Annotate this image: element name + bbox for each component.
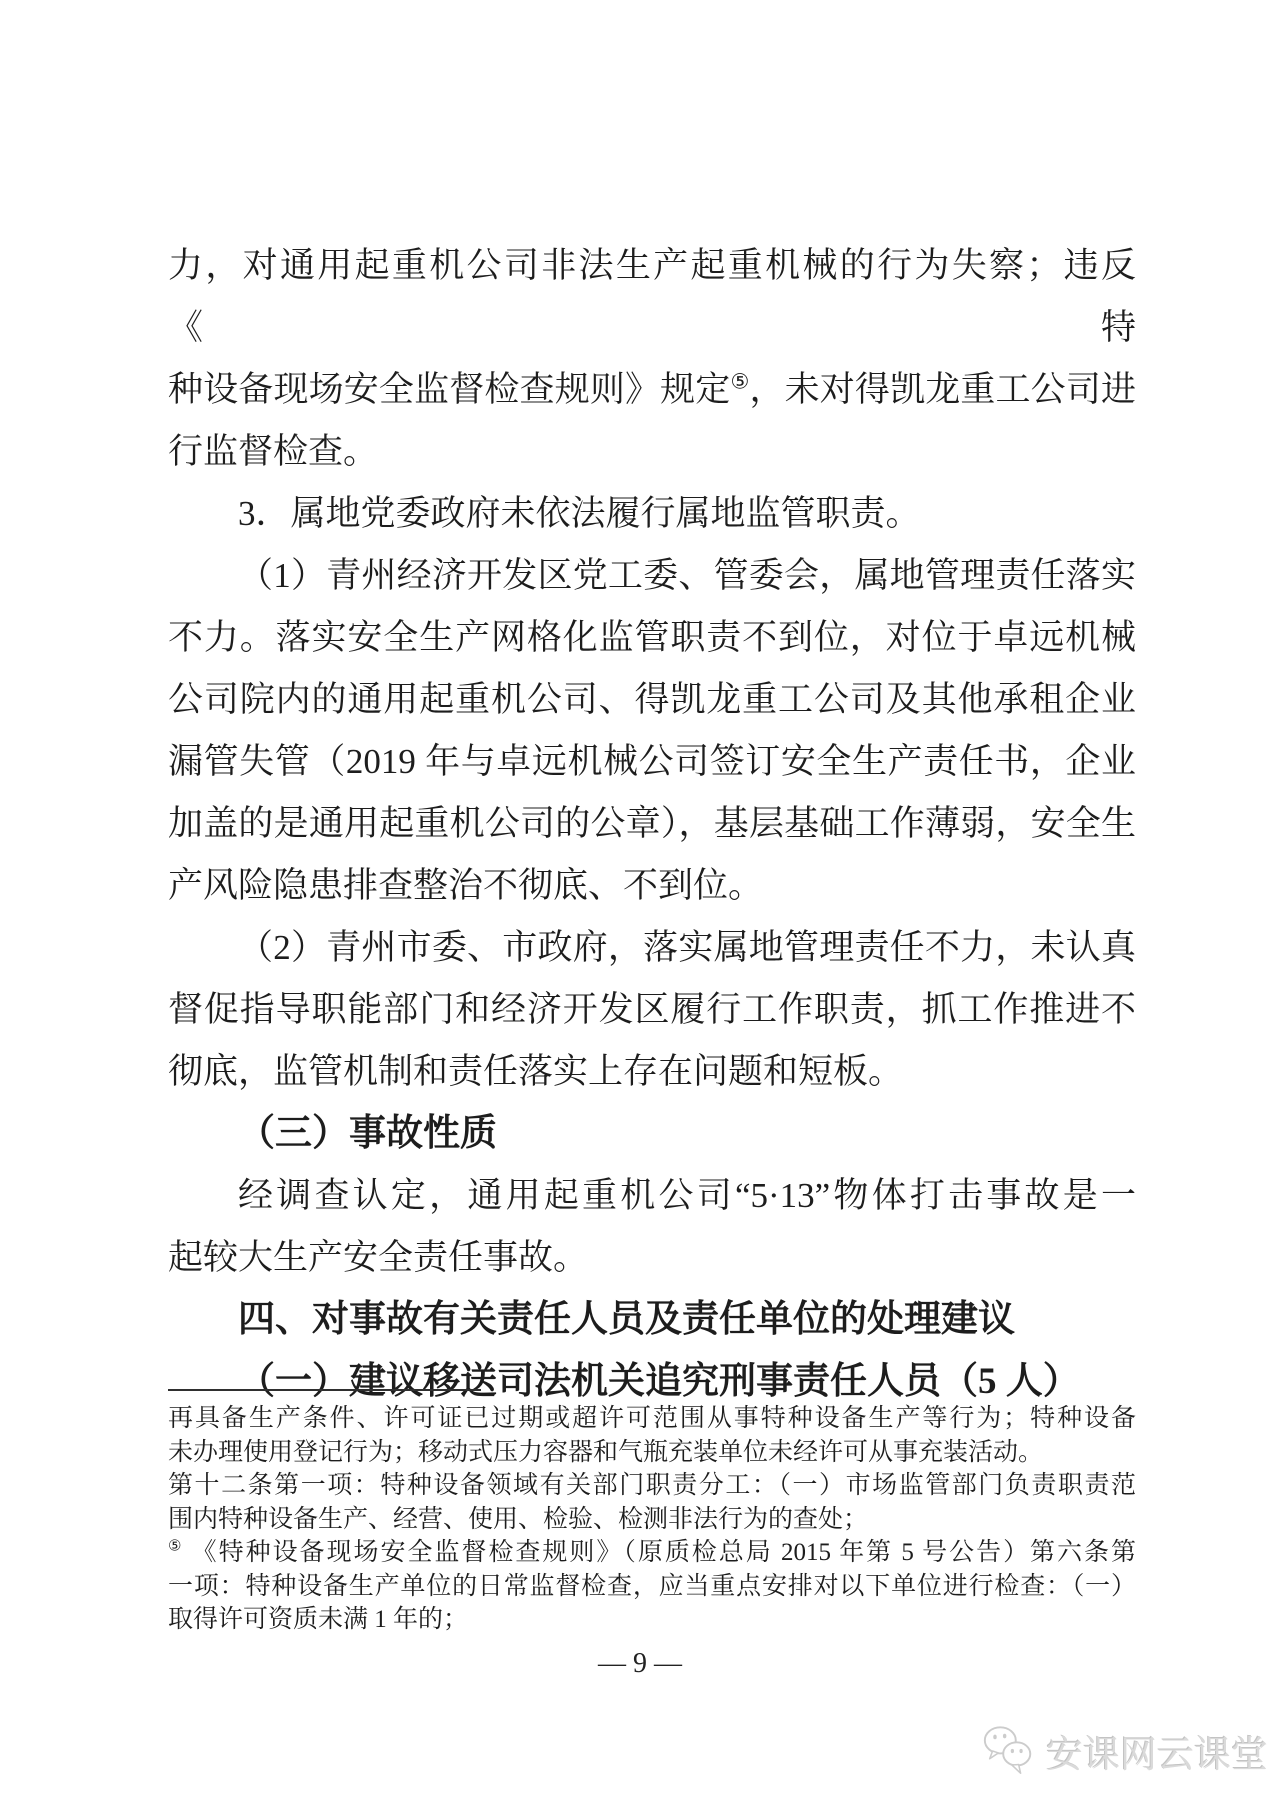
body-line: 力，对通用起重机公司非法生产起重机械的行为失察；违反《特: [168, 246, 1136, 347]
footnote-separator: [168, 1389, 481, 1391]
body-line: 公司院内的通用起重机公司、得凯龙重工公司及其他承租企业: [168, 680, 1136, 719]
footnote-line: ⑤ 《特种设备现场安全监督检查规则》（原质检总局 2015 年第 5 号公告）第六条第: [168, 1538, 1136, 1566]
body-line: （2）青州市委、市政府，落实属地管理责任不力，未认真: [238, 928, 1136, 967]
heading-line: （三）事故性质: [238, 1113, 497, 1154]
body-line: 行监督检查。: [168, 432, 379, 471]
footnote-line: 未办理使用登记行为；移动式压力容器和气瓶充装单位未经许可从事充装活动。: [168, 1438, 1044, 1466]
footnote-line: 一项：特种设备生产单位的日常监督检查，应当重点安排对以下单位进行检查：（一）: [168, 1572, 1136, 1600]
body-line: 经调查认定，通用起重机公司“5·13”物体打击事故是一: [238, 1176, 1136, 1215]
footnote-section: [168, 1402, 1136, 1637]
watermark-text: 安课网云课堂: [1046, 1734, 1268, 1775]
page-number: — 9 —: [598, 1648, 682, 1679]
heading-line: （一）建议移送司法机关追究刑事责任人员（5 人）: [238, 1361, 1080, 1402]
footnote-line: 第十二条第一项：特种设备领域有关部门职责分工：（一）市场监管部门负责职责范: [168, 1472, 1136, 1499]
body-line: 漏管失管（2019 年与卓远机械公司签订安全生产责任书，企业: [168, 742, 1136, 781]
body-line: 起较大生产安全责任事故。: [168, 1238, 589, 1277]
body-line: （1）青州经济开发区党工委、管委会，属地管理责任落实: [238, 556, 1136, 595]
body-line: 3．属地党委政府未依法履行属地监管职责。: [238, 494, 921, 533]
body-line: 种设备现场安全监督检查规则》规定⑤，未对得凯龙重工公司进: [168, 369, 1136, 409]
body-line: 不力。落实安全生产网格化监管职责不到位，对位于卓远机械: [168, 618, 1136, 657]
footnote-line: 取得许可资质未满 1 年的；: [168, 1606, 469, 1633]
body-line: 加盖的是通用起重机公司的公章），基层基础工作薄弱，安全生: [168, 804, 1136, 843]
footnote-line: 围内特种设备生产、经营、使用、检验、检测非法行为的查处；: [168, 1505, 869, 1533]
body-line: 产风险隐患排查整治不彻底、不到位。: [168, 866, 764, 905]
footnote-line: 再具备生产条件、许可证已过期或超许可范围从事特种设备生产等行为；特种设备: [168, 1405, 1136, 1432]
wechat-chat-bubbles-icon: [980, 1722, 1038, 1780]
watermark: [980, 1722, 1268, 1780]
heading-line: 四、对事故有关责任人员及责任单位的处理建议: [238, 1299, 1015, 1340]
document-body: [168, 235, 1136, 1413]
body-line: 督促指导职能部门和经济开发区履行工作职责，抓工作推进不: [168, 990, 1136, 1029]
body-line: 彻底，监管机制和责任落实上存在问题和短板。: [168, 1052, 904, 1091]
